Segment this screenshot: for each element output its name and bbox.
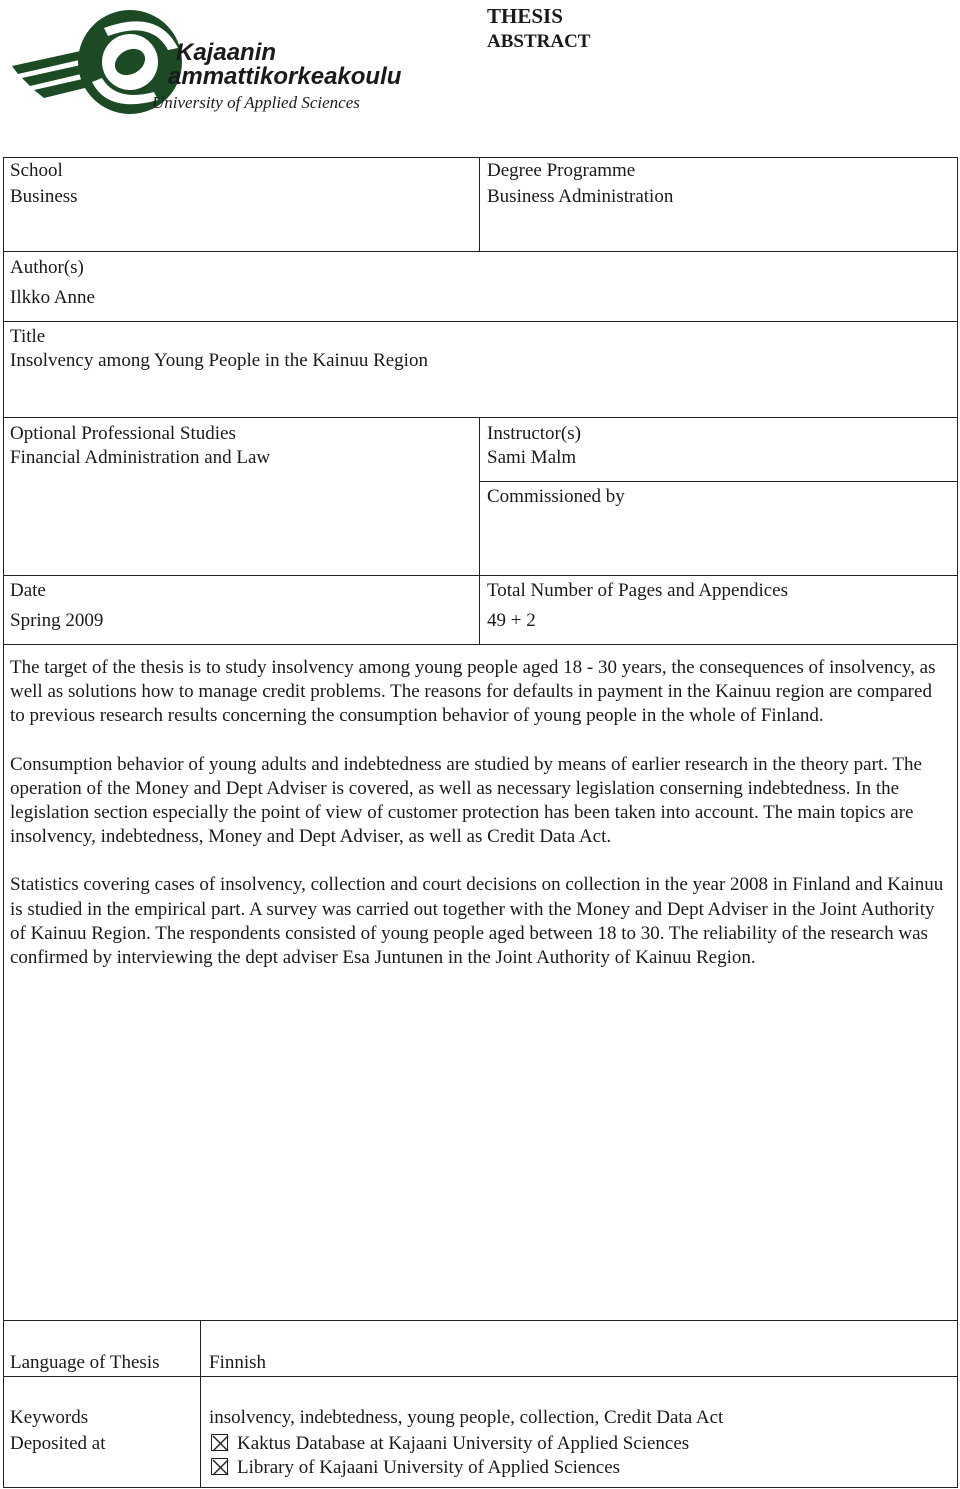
divider [479, 157, 480, 251]
doc-subtype-heading: ABSTRACT [487, 31, 591, 52]
divider [479, 417, 480, 644]
optional-studies-value: Financial Administration and Law [10, 447, 271, 468]
pages-value: 49 + 2 [487, 610, 536, 631]
divider [3, 1376, 958, 1377]
keywords-value: insolvency, indebtedness, young people, collection, Credit Data Act [209, 1407, 724, 1428]
divider [479, 481, 958, 482]
checked-box-icon[interactable] [211, 1458, 228, 1475]
divider [200, 1320, 201, 1488]
pages-label: Total Number of Pages and Appendices [487, 580, 789, 601]
divider [3, 251, 958, 252]
university-logo [8, 4, 400, 120]
divider [3, 1320, 958, 1321]
optional-studies-label: Optional Professional Studies [10, 423, 236, 444]
date-value: Spring 2009 [10, 610, 104, 631]
school-label: School [10, 160, 63, 181]
keywords-label: Keywords [10, 1407, 89, 1428]
instructor-label: Instructor(s) [487, 423, 581, 444]
logo-line-2: ammattikorkeakoulu [168, 63, 402, 90]
title-value: Insolvency among Young People in the Kainuu Region [10, 350, 428, 371]
instructor-value: Sami Malm [487, 447, 577, 468]
abstract-paragraph: Consumption behavior of young adults and indebtedness are studied by means of earlier research in the theory part. The operation of the Money and Dept Adviser is covered, as well as necessary legislation conserning indebtedness. In the legislation section especially the point of view of customer protection has been taken into account. The main topics are insolvency, indebtedness, Money and Dept Adviser, as well as Credit Data Act. [10, 753, 922, 848]
abstract-paragraph: Statistics covering cases of insolvency, collection and court decisions on collection in the year 2008 in Finland and Kainuu is studied in the empirical part. A survey was carried out together with the Money and Dept Adviser in the Joint Authority of Kainuu Region. The respondents consisted of young people aged between 18 to 30. The reliability of the research was confirmed by interviewing the dept adviser Esa Juntunen in the Joint Authority of Kainuu Region. [10, 874, 944, 969]
school-value: Business [10, 186, 78, 207]
commissioned-label: Commissioned by [487, 486, 625, 507]
abstract-body [10, 656, 950, 994]
author-value: Ilkko Anne [10, 287, 95, 308]
abstract-paragraph: The target of the thesis is to study insolvency among young people aged 18 - 30 years, the consequences of insolvency, as well as solutions how to manage credit problems. The reasons for defaults in payment in the Kainuu region are compared to previous research results concerning the consumption behavior of young people in the whole of Finland. [10, 657, 936, 727]
divider [3, 321, 958, 322]
degree-label: Degree Programme [487, 160, 636, 181]
logo-line-3: University of Applied Sciences [152, 93, 360, 112]
logo-line-1: Kajaanin [176, 39, 277, 66]
degree-value: Business Administration [487, 186, 674, 207]
deposit-option-label: Kaktus Database at Kajaani University of Applied Sciences [237, 1433, 690, 1454]
deposit-option-label: Library of Kajaani University of Applied Sciences [237, 1457, 621, 1478]
divider [3, 417, 958, 418]
deposited-label: Deposited at [10, 1433, 106, 1454]
checked-box-icon[interactable] [211, 1434, 228, 1451]
language-value: Finnish [209, 1352, 267, 1373]
deposit-option-kaktus[interactable] [211, 1432, 689, 1456]
title-label: Title [10, 326, 46, 347]
divider [3, 575, 958, 576]
deposit-option-library[interactable] [211, 1456, 620, 1480]
doc-type-heading: THESIS [487, 4, 563, 28]
date-label: Date [10, 580, 46, 601]
language-label: Language of Thesis [10, 1352, 160, 1373]
divider [3, 644, 958, 645]
author-label: Author(s) [10, 257, 84, 278]
